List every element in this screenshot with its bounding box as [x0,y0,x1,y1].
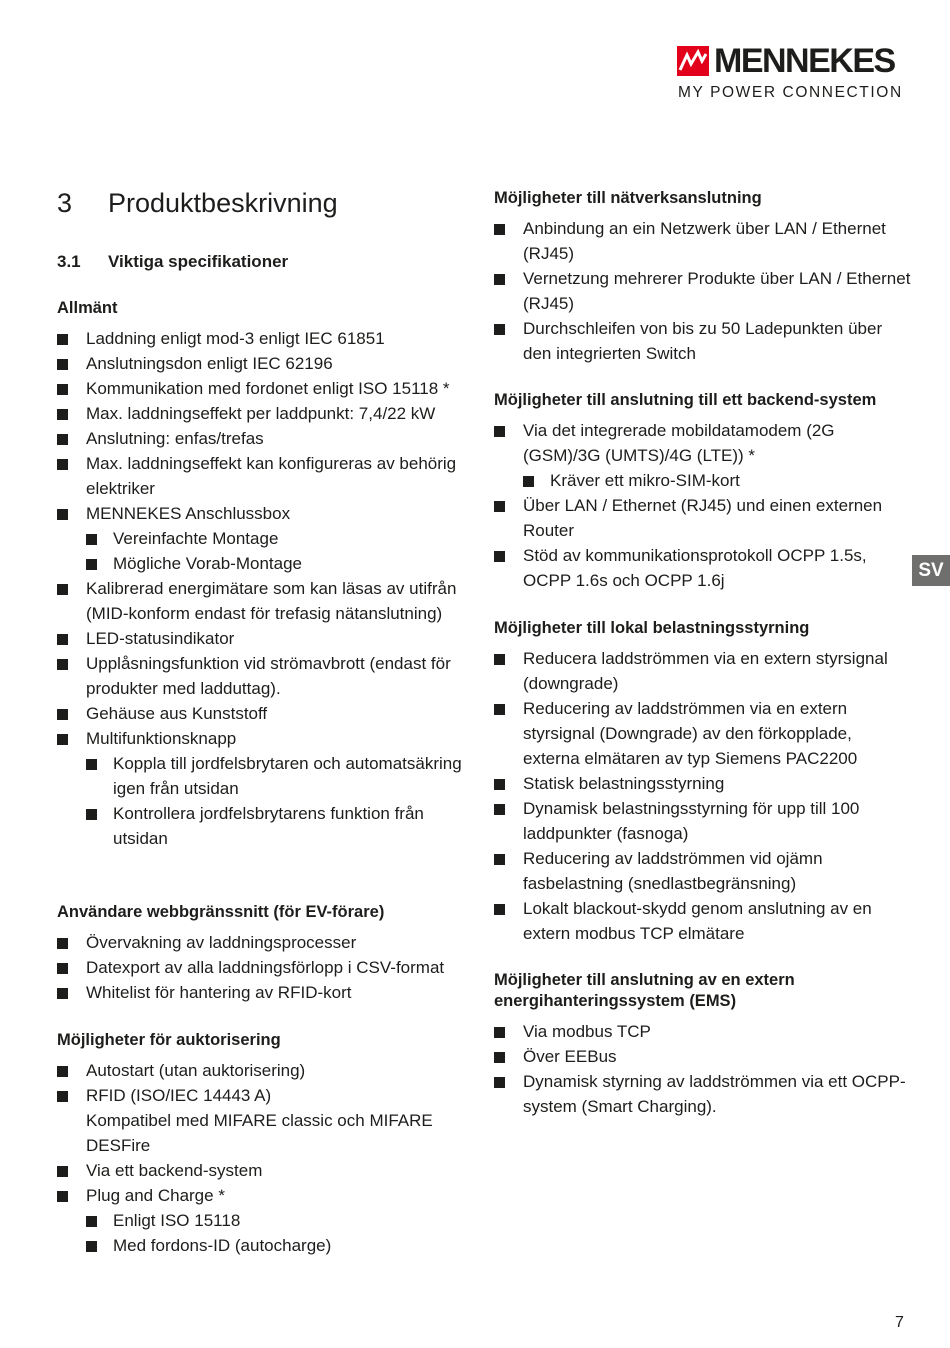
network-heading: Möjligheter till nätverksanslutning [494,189,762,207]
backend-heading: Möjligheter till anslutning till ett backend-system [494,391,877,409]
list-item: Statisk belastningsstyrning [494,771,912,796]
section-heading [57,251,288,273]
general-block [57,298,472,851]
list-item: Anslutningsdon enligt IEC 62196 [57,351,472,376]
web-heading: Användare webbgränssnitt (för EV-förare) [57,903,385,921]
list-item-text: Multifunktionsknapp [86,729,237,748]
list-item [57,501,472,576]
list-item: Kalibrerad energimätare som kan läsas av utifrån (MID-konform endast för trefasig nätanslutning) [57,576,472,626]
brand-tagline: MY POWER CONNECTION [678,84,903,101]
chapter-number: 3 [57,188,73,218]
ems-block [494,970,912,1119]
list-item-extra: Kompatibel med MIFARE classic och MIFARE DESFire [86,1111,433,1155]
list-item: Övervakning av laddningsprocesser [57,930,472,955]
section-title: Viktiga specifikationer [108,252,289,271]
list-item: Via modbus TCP [494,1019,912,1044]
list-item: Max. laddningseffekt per laddpunkt: 7,4/22 kW [57,401,472,426]
list-item: Dynamisk belastningsstyrning för upp till 100 laddpunkter (fasnoga) [494,796,912,846]
auth-list [57,1058,472,1258]
ems-heading: Möjligheter till anslutning av en extern energihanteringssystem (EMS) [494,971,795,1010]
sub-list-item: Mögliche Vorab-Montage [86,551,472,576]
list-item-text: MENNEKES Anschlussbox [86,504,291,523]
sub-list [86,526,472,576]
list-item: Anbindung an ein Netzwerk über LAN / Ethernet (RJ45) [494,216,912,266]
sub-list [523,468,912,493]
list-item: Max. laddningseffekt kan konfigureras av behörig elektriker [57,451,472,501]
page-number: 7 [895,1314,904,1331]
list-item: Dynamisk styrning av laddströmmen via ett OCPP-system (Smart Charging). [494,1069,912,1119]
brand-name: MENNEKES [714,42,895,80]
chapter-heading [57,186,338,220]
sub-list-item: Vereinfachte Montage [86,526,472,551]
backend-list [494,418,912,593]
list-item: Upplåsningsfunktion vid strömavbrott (endast för produkter med ladduttag). [57,651,472,701]
list-item: Anslutning: enfas/trefas [57,426,472,451]
sub-list [86,1208,472,1258]
list-item: Vernetzung mehrerer Produkte über LAN / Ethernet (RJ45) [494,266,912,316]
backend-block [494,390,912,593]
list-item: Lokalt blackout-skydd genom anslutning av en extern modbus TCP elmätare [494,896,912,946]
list-item: Kommunikation med fordonet enligt ISO 15118 * [57,376,472,401]
list-item: Gehäuse aus Kunststoff [57,701,472,726]
list-item-text: RFID (ISO/IEC 14443 A) [86,1086,272,1105]
load-heading: Möjligheter till lokal belastningsstyrning [494,619,810,637]
list-item: Autostart (utan auktorisering) [57,1058,472,1083]
brand-logo [674,42,906,104]
sub-list-item: Kontrollera jordfelsbrytarens funktion från utsidan [86,801,472,851]
list-item [57,1083,472,1158]
load-list [494,646,912,946]
list-item [57,726,472,851]
list-item: Reducera laddströmmen via en extern styrsignal (downgrade) [494,646,912,696]
auth-heading: Möjligheter för auktorisering [57,1031,281,1049]
sub-list-item: Enligt ISO 15118 [86,1208,472,1233]
sub-list [86,751,472,851]
list-item: Durchschleifen von bis zu 50 Ladepunkten über den integrierten Switch [494,316,912,366]
general-list [57,326,472,851]
list-item [57,1183,472,1258]
section-number: 3.1 [57,252,81,271]
web-block [57,902,472,1005]
language-tab: SV [912,555,950,586]
list-item: LED-statusindikator [57,626,472,651]
web-list [57,930,472,1005]
list-item: Laddning enligt mod-3 enligt IEC 61851 [57,326,472,351]
load-block [494,618,912,946]
general-heading: Allmänt [57,299,118,317]
ems-list [494,1019,912,1119]
network-list [494,216,912,366]
network-block [494,188,912,366]
list-item: Reducering av laddströmmen vid ojämn fasbelastning (snedlastbegränsning) [494,846,912,896]
chapter-title: Produktbeskrivning [108,188,338,218]
list-item: Über LAN / Ethernet (RJ45) und einen externen Router [494,493,912,543]
mennekes-logo-mark-icon [677,46,709,76]
sub-list-item: Koppla till jordfelsbrytaren och automatsäkring igen från utsidan [86,751,472,801]
list-item-text: Plug and Charge * [86,1186,225,1205]
list-item: Datexport av alla laddningsförlopp i CSV-format [57,955,472,980]
sub-list-item: Kräver ett mikro-SIM-kort [523,468,912,493]
list-item: Stöd av kommunikationsprotokoll OCPP 1.5s, OCPP 1.6s och OCPP 1.6j [494,543,912,593]
auth-block [57,1030,472,1258]
list-item: Via ett backend-system [57,1158,472,1183]
list-item-text: Via det integrerade mobildatamodem (2G (GSM)/3G (UMTS)/4G (LTE)) * [523,421,835,465]
list-item: Reducering av laddströmmen via en extern styrsignal (Downgrade) av den förkopplade, externa elmätaren av typ Siemens PAC2200 [494,696,912,771]
list-item: Över EEBus [494,1044,912,1069]
sub-list-item: Med fordons-ID (autocharge) [86,1233,472,1258]
list-item: Whitelist för hantering av RFID-kort [57,980,472,1005]
list-item [494,418,912,493]
